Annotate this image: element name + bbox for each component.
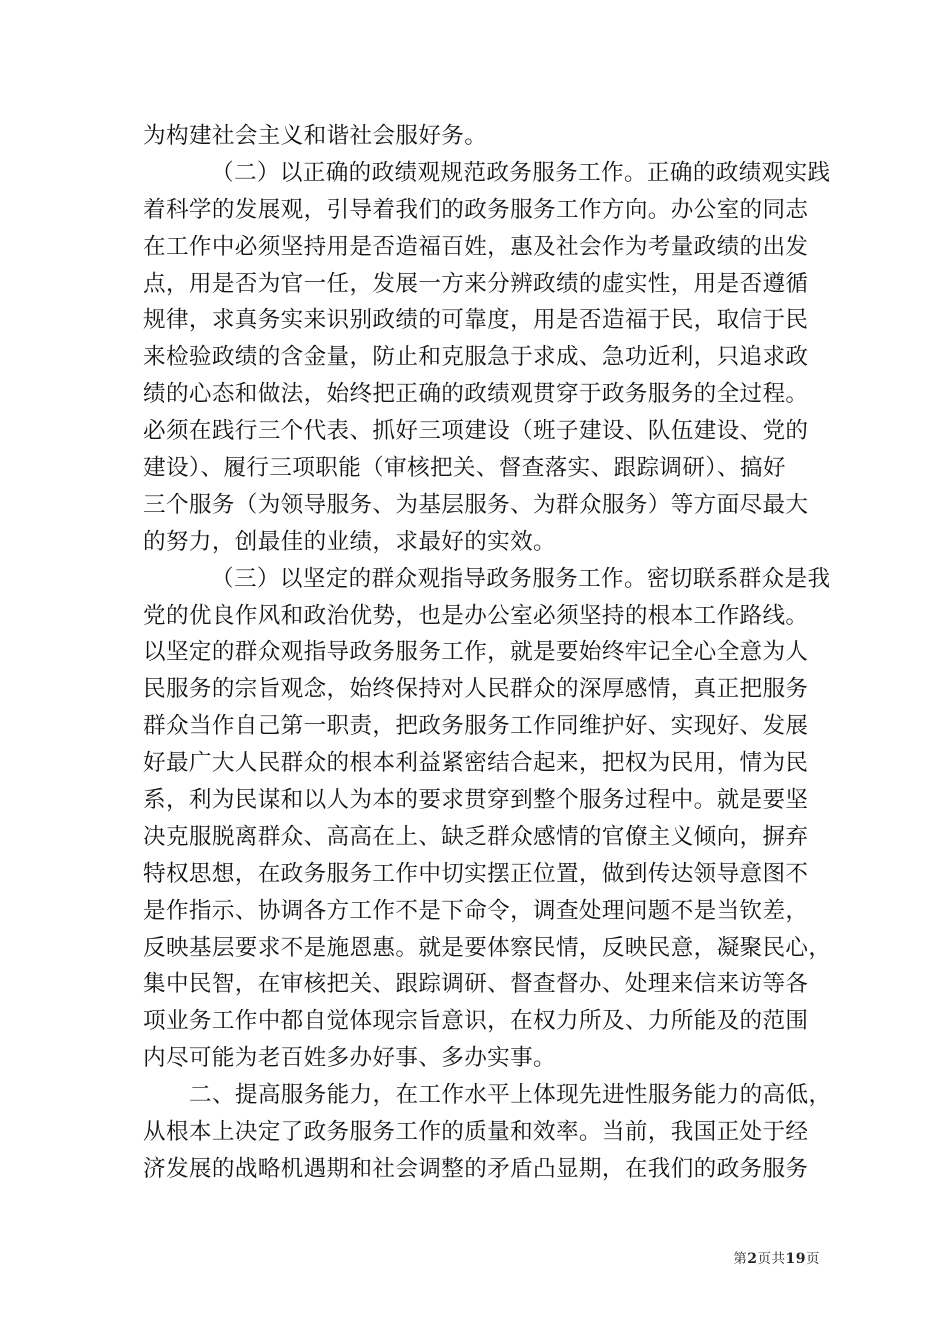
text-line: 项业务工作中都自觉体现宗旨意识，在权力所及、力所能及的范围 (143, 1008, 809, 1035)
text-line: 集中民智，在审核把关、跟踪调研、督查督办、处理来信来访等各 (143, 971, 809, 998)
footer-prefix: 第 (733, 1251, 748, 1267)
text-line: 建设）、履行三项职能（审核把关、督查落实、跟踪调研）、搞好 (143, 455, 786, 482)
text-line: 党的优良作风和政治优势，也是办公室必须坚持的根本工作路线。 (143, 602, 809, 629)
text-line: 以坚定的群众观指导政务服务工作，就是要始终牢记全心全意为人 (143, 639, 809, 666)
text-line: 特权思想，在政务服务工作中切实摆正位置，做到传达领导意图不 (143, 860, 809, 887)
page-number-footer (660, 1247, 820, 1267)
text-line: （三）以坚定的群众观指导政务服务工作。密切联系群众是我 (211, 565, 831, 592)
text-line: 决克服脱离群众、高高在上、缺乏群众感情的官僚主义倾向，摒弃 (143, 823, 809, 850)
text-line: 必须在践行三个代表、抓好三项建设（班子建设、队伍建设、党的 (143, 418, 809, 445)
text-line: 反映基层要求不是施恩惠。就是要体察民情，反映民意，凝聚民心， (143, 934, 832, 961)
text-line: 在工作中必须坚持用是否造福百姓，惠及社会作为考量政绩的出发 (143, 233, 809, 260)
text-line: 来检验政绩的含金量，防止和克服急于求成、急功近利，只追求政 (143, 344, 809, 371)
total-pages-number: 19 (785, 1251, 806, 1267)
text-line: 是作指示、协调各方工作不是下命令，调查处理问题不是当钦差， (143, 897, 809, 924)
text-line: 内尽可能为老百姓多办好事、多办实事。 (143, 1045, 556, 1072)
text-line: 点，用是否为官一任，发展一方来分辨政绩的虚实性，用是否遵循 (143, 270, 809, 297)
text-line: 系，利为民谋和以人为本的要求贯穿到整个服务过程中。就是要坚 (143, 787, 809, 814)
text-line: 三个服务（为领导服务、为基层服务、为群众服务）等方面尽最大 (143, 491, 809, 518)
text-line: 二、提高服务能力，在工作水平上体现先进性服务能力的高低， (189, 1082, 832, 1109)
text-line: 群众当作自己第一职责，把政务服务工作同维护好、实现好、发展 (143, 713, 809, 740)
text-line: 民服务的宗旨观念，始终保持对人民群众的深厚感情，真正把服务 (143, 676, 809, 703)
text-line: （二）以正确的政绩观规范政务服务工作。正确的政绩观实践 (211, 159, 831, 186)
current-page-number: 2 (747, 1251, 758, 1267)
text-line: 济发展的战略机遇期和社会调整的矛盾凸显期，在我们的政务服务 (143, 1155, 809, 1182)
text-line: 从根本上决定了政务服务工作的质量和效率。当前，我国正处于经 (143, 1119, 809, 1146)
text-line: 着科学的发展观，引导着我们的政务服务工作方向。办公室的同志 (143, 196, 809, 223)
text-line: 绩的心态和做法，始终把正确的政绩观贯穿于政务服务的全过程。 (143, 381, 809, 408)
footer-middle: 页共 (757, 1251, 786, 1267)
footer-suffix: 页 (806, 1251, 820, 1267)
text-line: 的努力，创最佳的业绩，求最好的实效。 (143, 528, 556, 555)
text-line: 好最广大人民群众的根本利益紧密结合起来，把权为民用，情为民 (143, 750, 809, 777)
text-line: 规律，求真务实来识别政绩的可靠度，用是否造福于民，取信于民 (143, 307, 809, 334)
document-body (143, 118, 832, 1188)
text-line: 为构建社会主义和谐社会服好务。 (143, 123, 488, 149)
